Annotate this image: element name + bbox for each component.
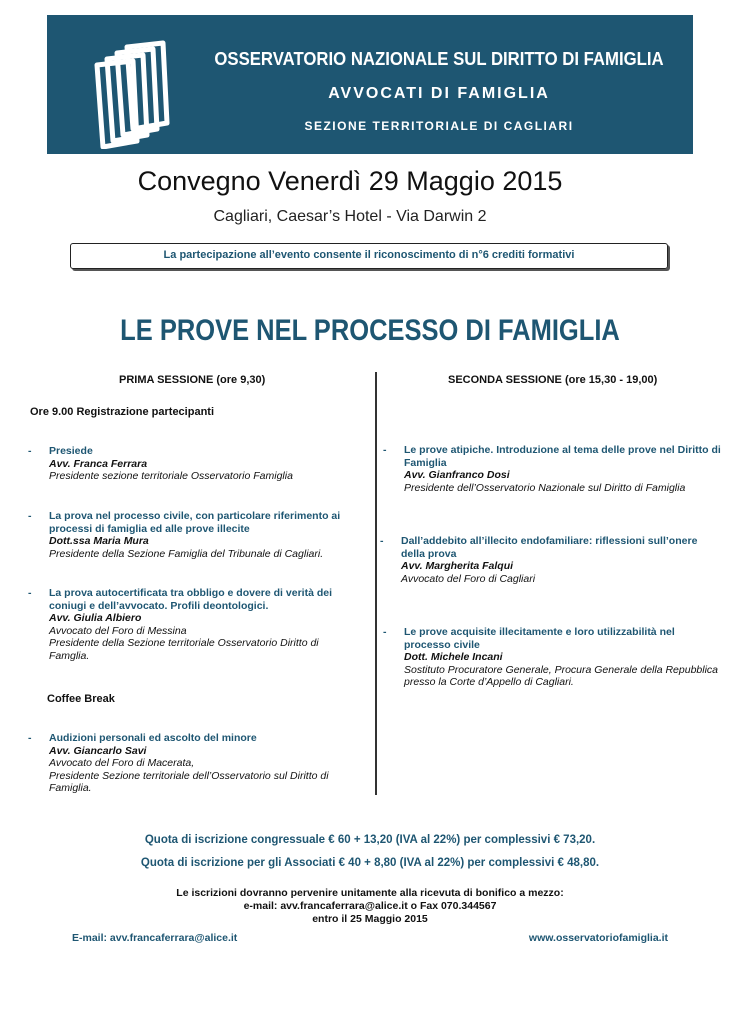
item-speaker: Dott. Michele Incani — [404, 651, 503, 663]
item-speaker: Avv. Franca Ferrara — [49, 457, 148, 470]
item-topic: Presiede — [49, 445, 93, 457]
dash-bullet: - — [28, 445, 32, 457]
event-title: Convegno Venerdì 29 Maggio 2015 — [137, 166, 563, 196]
footer-email-link[interactable]: E-mail: avv.francaferrara@alice.it — [72, 932, 238, 944]
item-speaker: Avv. Giulia Albiero — [49, 612, 142, 624]
item-topic: Audizioni personali ed ascolto del minore — [49, 732, 257, 744]
program-item — [28, 510, 371, 560]
fee-line-congressuale: Quota di iscrizione congressuale € 60 + 13,20 (IVA al 22%) per complessivi € 73,20. — [144, 834, 596, 846]
item-role: Sostituto Procuratore Generale, Procura Generale della Repubblica presso la Corte d’Appello di Cagliari. — [404, 663, 719, 688]
item-role: Avvocato del Foro di Macerata, Presidente Sezione territoriale dell’Osservatorio sul Diritto di Famiglia. — [49, 757, 329, 794]
program-item — [28, 732, 359, 795]
registration-note-line3: entro il 25 Maggio 2015 — [312, 913, 428, 925]
session-heading-right: SECONDA SESSIONE (ore 15,30 - 19,00) — [448, 374, 658, 386]
credits-box: La partecipazione all’evento consente il riconoscimento di n°6 crediti formativi — [70, 243, 668, 269]
item-role: Avvocato del Foro di Cagliari — [401, 572, 536, 585]
event-place: Cagliari, Caesar’s Hotel - Via Darwin 2 — [213, 208, 487, 225]
dash-bullet: - — [28, 732, 32, 744]
registration-note-line1: Le iscrizioni dovranno pervenire unitamente alla ricevuta di bonifico a mezzo: — [176, 887, 564, 899]
session-heading-left: PRIMA SESSIONE (ore 9,30) — [119, 374, 266, 386]
item-role: Avvocato del Foro di Messina Presidente della Sezione territoriale Osservatorio Diritto di Famglia. — [49, 624, 319, 662]
program-item — [28, 445, 349, 483]
header-title: OSSERVATORIO NAZIONALE SUL DIRITTO DI FAMIGLIA — [214, 49, 664, 69]
coffee-break: Coffee Break — [47, 693, 115, 705]
header-subtitle: AVVOCATI DI FAMIGLIA — [328, 85, 550, 102]
dash-bullet: - — [383, 444, 387, 456]
item-role: Presidente della Sezione Famiglia del Tribunale di Cagliari. — [49, 547, 324, 560]
item-role: Presidente sezione territoriale Osservatorio Famiglia — [49, 470, 293, 482]
dash-bullet: - — [383, 626, 387, 638]
item-topic: Le prove acquisite illecitamente e loro utilizzabilità nel processo civile — [404, 626, 675, 651]
registration-note-line2: e-mail: avv.francaferrara@alice.it o Fax 070.344567 — [243, 900, 497, 912]
footer-website-link[interactable]: www.osservatoriofamiglia.it — [528, 932, 668, 944]
program-item — [383, 444, 729, 494]
item-topic: La prova nel processo civile, con particolare riferimento ai processi di famiglia ed alle prove illecite — [49, 510, 341, 535]
header-section: SEZIONE TERRITORIALE DI CAGLIARI — [304, 119, 574, 133]
item-role: Presidente dell’Osservatorio Nazionale sul Diritto di Famiglia — [404, 481, 686, 494]
header-banner — [47, 15, 693, 154]
item-topic: Le prove atipiche. Introduzione al tema delle prove nel Diritto di Famiglia — [404, 444, 721, 469]
program-item — [380, 535, 721, 585]
registration-line: Ore 9.00 Registrazione partecipanti — [30, 406, 215, 418]
item-topic: La prova autocertificata tra obbligo e dovere di verità dei coniugi e dell’avvocato. Profili deontologici. — [49, 587, 332, 612]
main-title: LE PROVE NEL PROCESSO DI FAMIGLIA — [120, 314, 620, 347]
book-stack-logo-icon — [93, 39, 175, 149]
dash-bullet: - — [28, 587, 32, 599]
column-divider — [375, 372, 377, 795]
item-speaker: Avv. Margherita Falqui — [401, 560, 514, 572]
dash-bullet: - — [28, 510, 32, 522]
fee-line-associati: Quota di iscrizione per gli Associati € 40 + 8,80 (IVA al 22%) per complessivi € 48,80. — [140, 857, 600, 869]
item-speaker: Avv. Gianfranco Dosi — [404, 469, 510, 481]
program-item — [28, 587, 357, 662]
dash-bullet: - — [380, 535, 384, 547]
item-speaker: Dott.ssa Maria Mura — [49, 535, 149, 547]
item-topic: Dall’addebito all’illecito endofamiliare: riflessioni sull’onere della prova — [401, 535, 698, 560]
program-item — [383, 626, 724, 689]
item-speaker: Avv. Giancarlo Savi — [49, 744, 147, 757]
